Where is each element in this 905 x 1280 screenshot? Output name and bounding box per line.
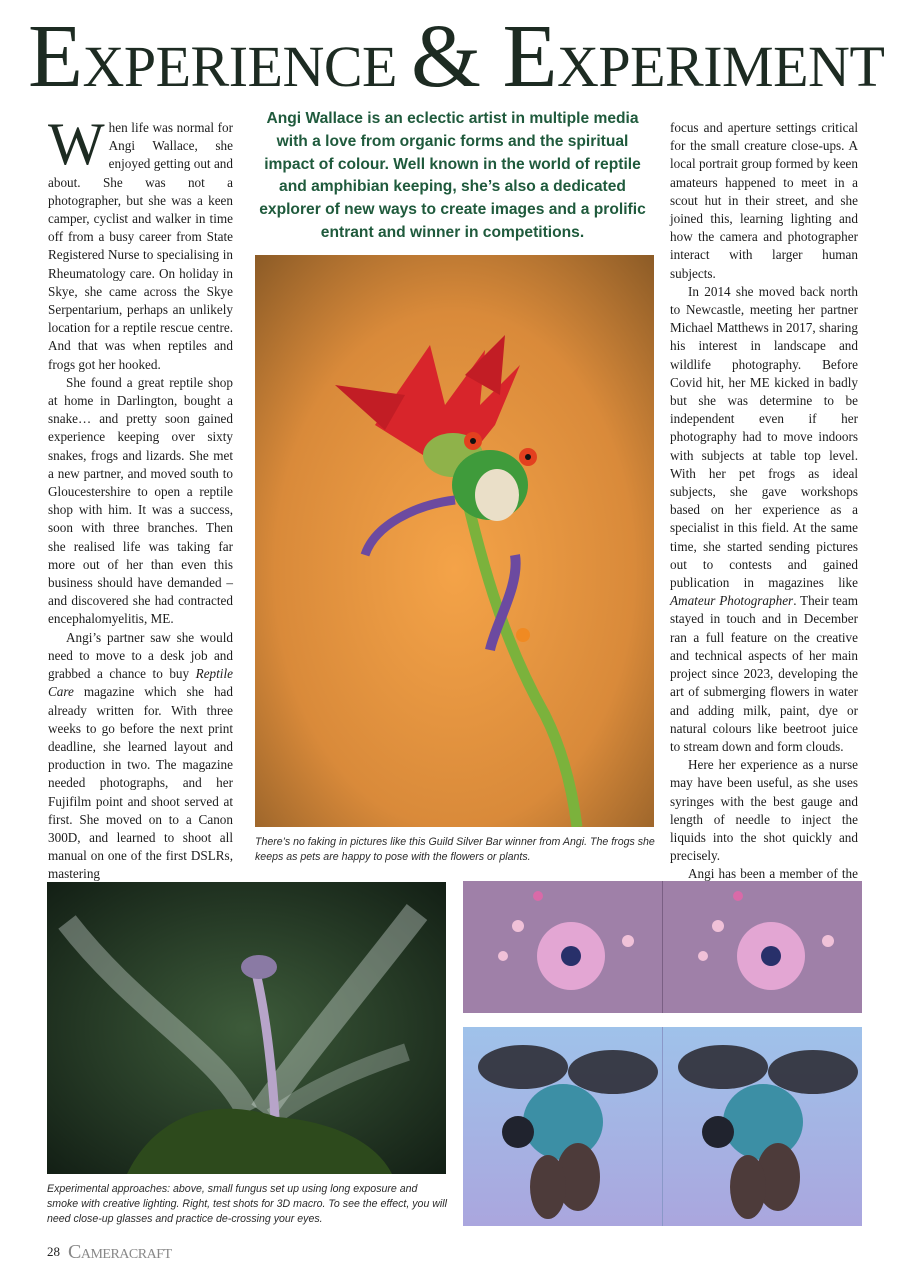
paragraph: When life was normal for Angi Wallace, she enjoyed getting out and about. She was not a photographer, but she was a keen camper, cyclist and walker in time off from a busy career from State Registered Nurse to specialising in Rheumatology care. On holiday in Skye, she came across the Skye Serpentarium, perhaps an unlikely location for a reptile rescue centre. And that was when reptiles and frogs got her hooked.: [48, 111, 233, 372]
drop-cap: W: [48, 111, 105, 177]
frog-photo: [255, 255, 654, 827]
page-number: 28: [47, 1244, 60, 1259]
standfirst: Angi Wallace is an eclectic artist in multiple media with a love from organic forms and the spiritual impact of colour. Well known in the world of reptile and amphibian keeping, she’s also a dedicated explorer of new ways to create images and a prolific entrant and winner in competitions.: [259, 110, 646, 241]
paragraph: Angi’s partner saw she would need to move to a desk job and grabbed a chance to buy Reptile Care magazine which she had already written for. With three weeks to go before the next print deadline, she learned layout and production in two. The magazine needed photographs, and her Fujifilm point and shoot served at first. She moved on to a Canon 300D, and learned to shoot all manual on one of the first DSLRs, mastering: [48, 629, 233, 882]
paragraph: Angi has been a member of the: [688, 866, 858, 882]
paragraph: Here her experience as a nurse may have been useful, as she uses syringes with the best gauge and length of needle to inject the liquids into the shot quickly and precisely.: [670, 757, 858, 864]
flower-stereo-photo: [463, 881, 862, 1013]
article-title: EXPERIENCE & EXPERIMENT: [28, 7, 885, 106]
body-column-right: [670, 119, 858, 920]
bee-stereo-photo: [463, 1027, 862, 1226]
fungus-photo: [47, 882, 446, 1174]
paragraph: focus and aperture settings critical for the small creature close-ups. A local portrait group formed by keen amateurs happened to meet in a scout hut in their street, and she joined this, learning lighting and how the camera and photographer interact with larger human subjects.: [670, 120, 858, 281]
page-footer: [47, 1240, 172, 1264]
paragraph: She found a great reptile shop at home in Darlington, bought a snake… and pretty soon gained experience keeping over sixty snakes, frogs and lizards. She met a new partner, and moved south to Gloucestershire to open a reptile shop with him. It was a success, soon with three branches. Then she realised life was taking far more out of her than even this business should have demanded – and discovered she had contracted encephalomyelitis, ME.: [48, 374, 233, 627]
magazine-logo: CAMERACRAFT: [68, 1240, 172, 1263]
body-column-left: [48, 111, 233, 884]
frog-photo-caption: There’s no faking in pictures like this Guild Silver Bar winner from Angi. The frogs she keeps as pets are happy to pose with the flowers or plants.: [255, 836, 655, 864]
paragraph: In 2014 she moved back north to Newcastle, meeting her partner Michael Matthews in 2017, sharing his interest in landscape and wildlife photography. Before Covid hit, her ME kicked in badly but she was determine to be independent even if her photography had to move indoors with subjects at table top level. With her pet frogs as ideal subjects, she gave workshops based on her experience as a specialist in this field. At the same time, she started sending pictures out to contests and gained publication in magazines like Amateur Photographer. Their team stayed in touch and in December ran a full feature on the creative and technical aspects of her main project since 2023, developing the art of submerging flowers in water and adding milk, paint, dye or natural colours like beetroot juice to stream down and form clouds.: [670, 283, 858, 754]
experimental-caption: Experimental approaches: above, small fungus set up using long exposure and smoke with creative lighting. Right, test shots for 3D macro. To see the effect, you will need close-up glasses and practice de-crossing your eyes.: [47, 1183, 447, 1226]
